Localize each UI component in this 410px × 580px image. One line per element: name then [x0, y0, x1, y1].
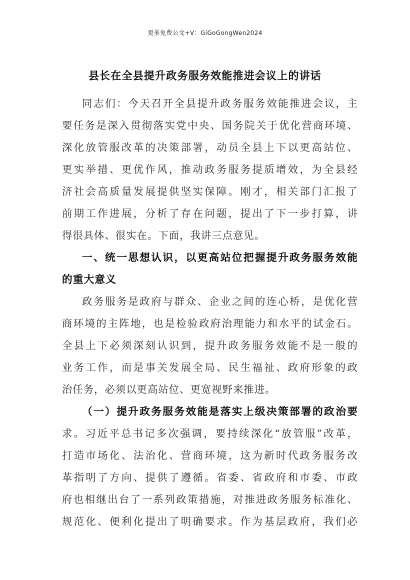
paragraph-line: 深化放管服改革的决策部署，动员全县上下以更高站位、	[62, 143, 358, 154]
paragraph-line: 商环境的主阵地，也是检验政府治理能力和水平的试金石。	[62, 319, 358, 330]
paragraph-line: 府也相继出台了一系列政策措施，对推进政务服务标准化、	[62, 495, 358, 506]
paragraph-line: 革指明了方向、提供了遵循。省委、省政府和市委、市政	[62, 473, 358, 484]
paragraph-line: 政务服务是政府与群众、企业之间的连心桥，是优化营	[82, 297, 358, 308]
paragraph-line: 要任务是深入贯彻落实党中央、国务院关于优化营商环境、	[62, 121, 358, 132]
paragraph-line: 求。习近平总书记多次强调，要持续深化“放管服”改革，	[62, 429, 358, 440]
section-heading: 一、统一思想认识，以更高站位把握提升政务服务效能	[82, 252, 358, 264]
paragraph-line: 同志们：今天召开全县提升政务服务效能推进会议，主	[82, 99, 358, 110]
subsection-heading: （一）提升政务服务效能是落实上级决策部署的政治要	[82, 406, 358, 418]
paragraph-line: 前期工作进展，分析了存在问题，提出了下一步打算，讲	[62, 209, 358, 220]
paragraph-line: 规范化、便利化提出了明确要求。作为基层政府，我们必	[62, 517, 358, 528]
section-heading: 的重大意义	[62, 274, 117, 286]
paragraph-line: 济社会高质量发展提供坚实保障。刚才，相关部门汇报了	[62, 187, 358, 198]
paragraph-line: 业务工作，而是事关发展全局、民生福祉、政府形象的政	[62, 363, 358, 374]
paragraph-line: 全县上下必须深刻认识到，提升政务服务效能不是一般的	[62, 341, 358, 352]
document-title: 县长在全县提升政务服务效能推进会议上的讲话	[88, 70, 322, 82]
paragraph-line: 得很具体、很实在。下面，我讲三点意见。	[62, 231, 266, 242]
header-note: 更多免费公文+V：GiGoGongWen2024	[147, 30, 263, 37]
paragraph-line: 治任务，必须以更高站位、更宽视野来推进。	[62, 385, 276, 396]
paragraph-line: 更实举措、更优作风，推动政务服务提质增效，为全县经	[62, 165, 358, 176]
paragraph-line: 打造市场化、法治化、营商环境，这为新时代政务服务改	[62, 451, 358, 462]
